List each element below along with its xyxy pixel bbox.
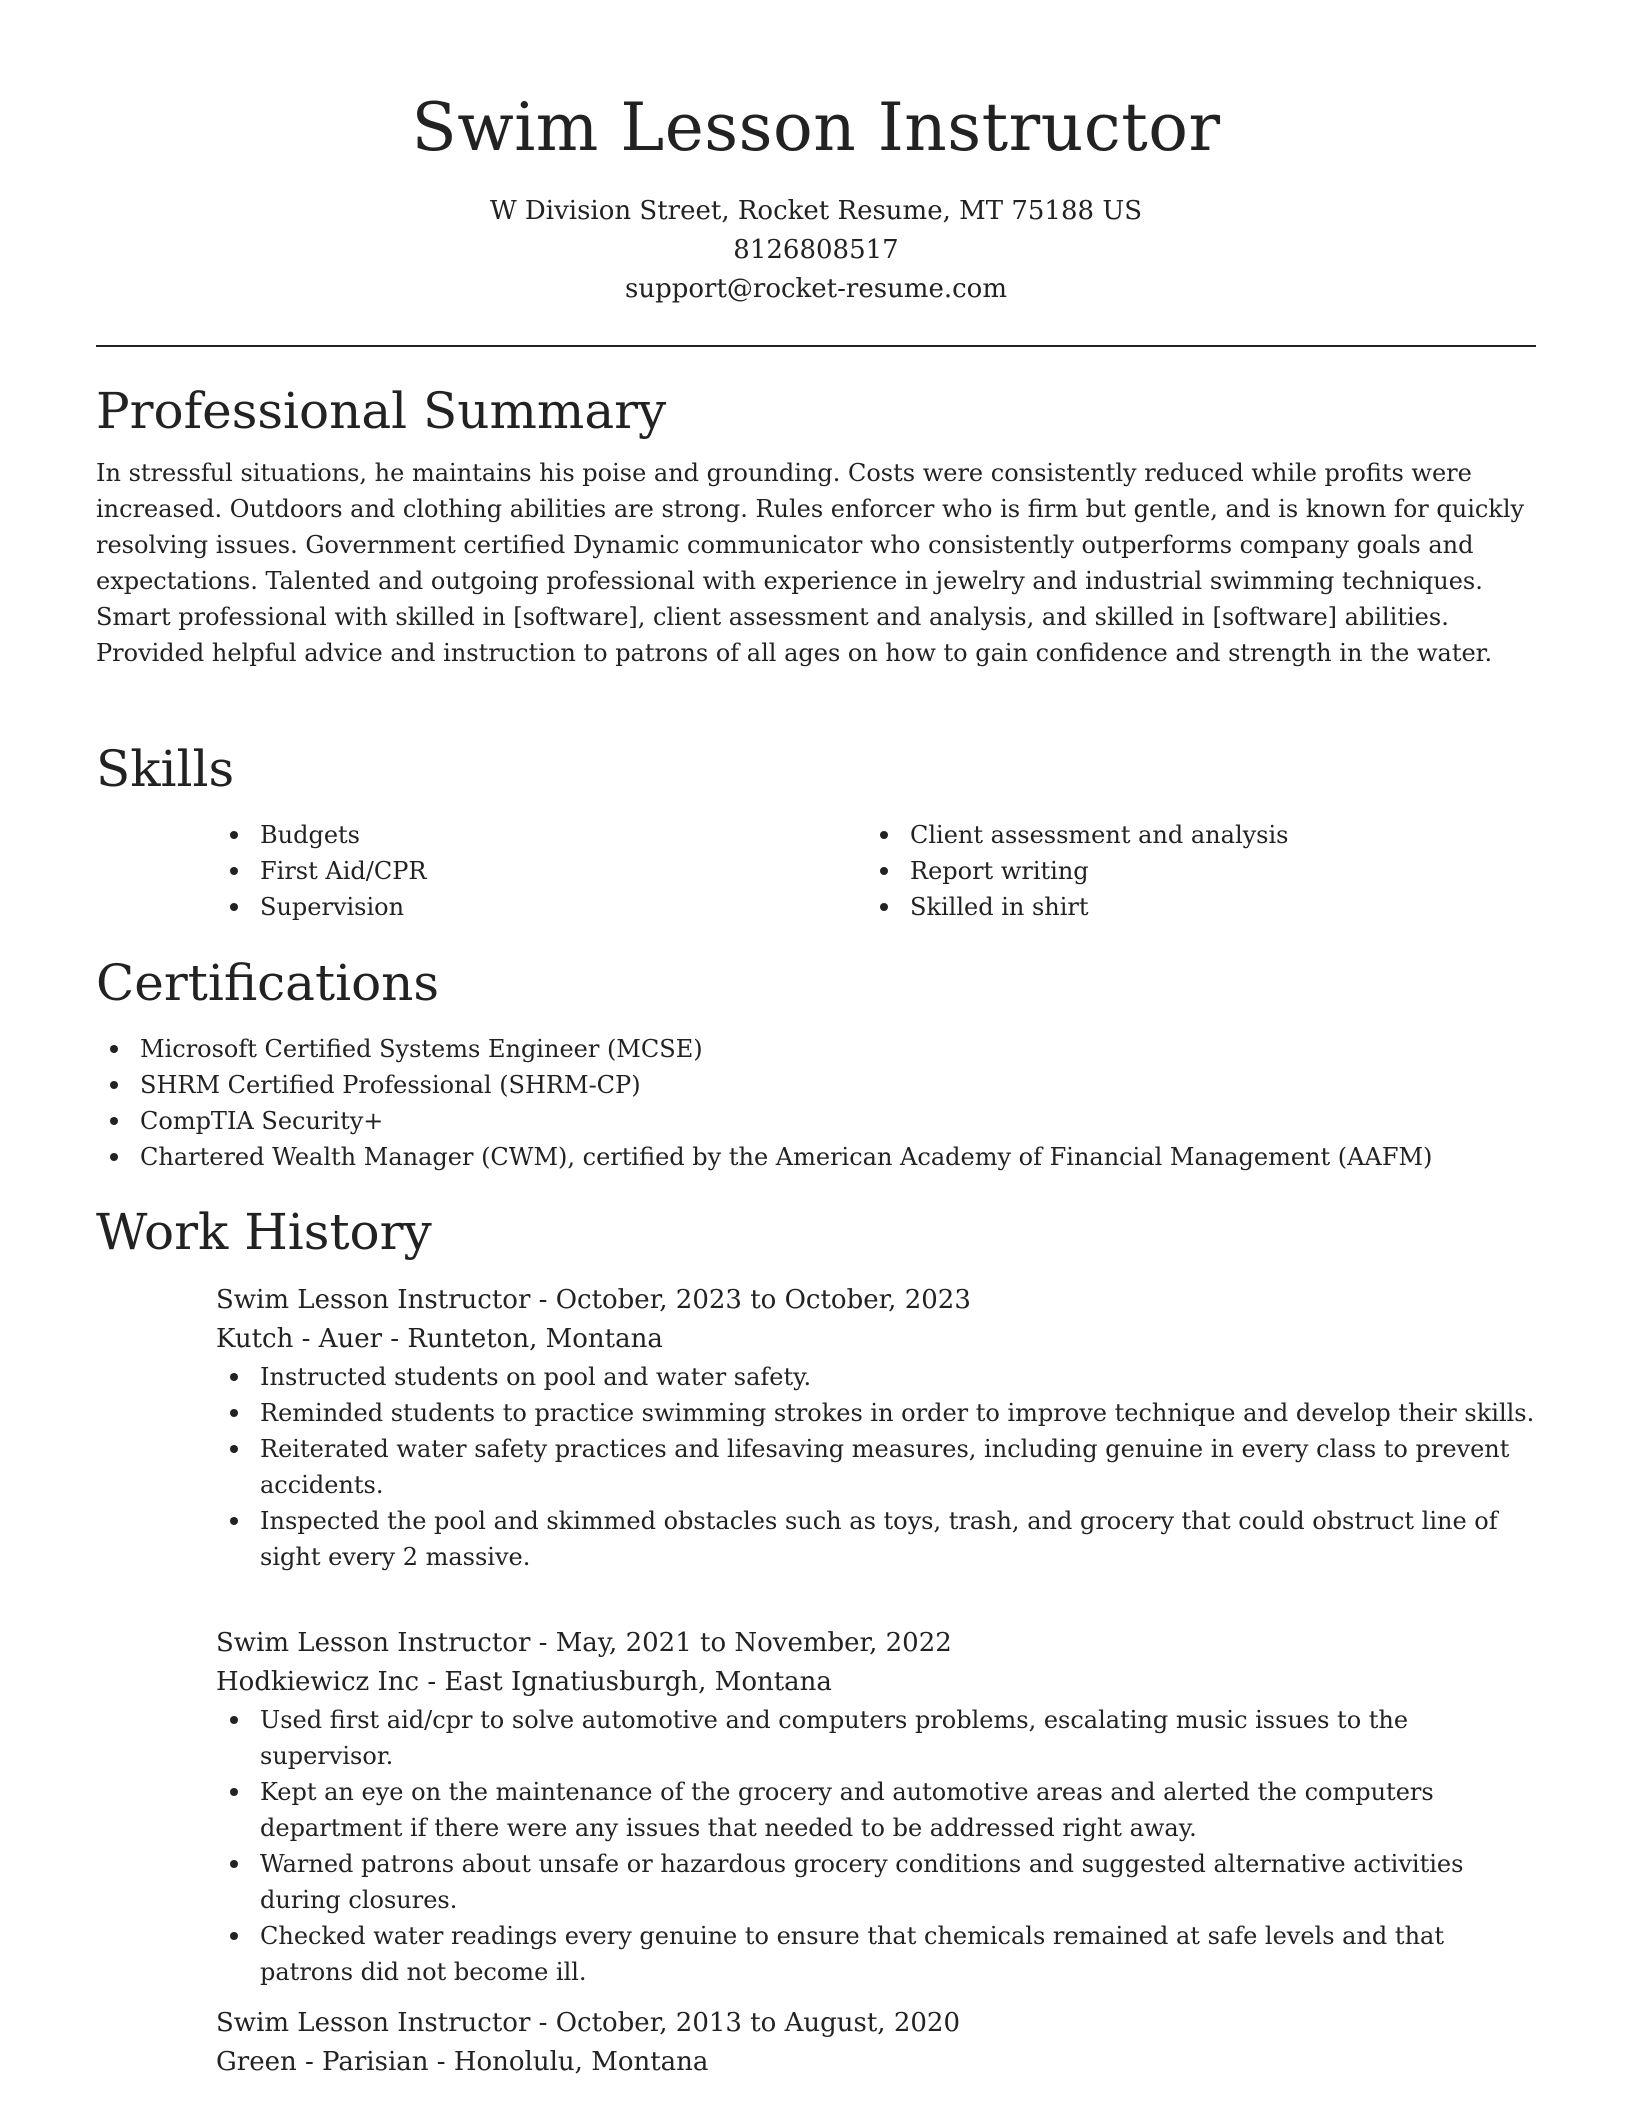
job-location: - Honolulu, Montana (428, 2047, 709, 2077)
contact-phone: 8126808517 (733, 235, 899, 265)
job-entry (96, 1281, 1536, 1575)
work-history-section (96, 1202, 1536, 1262)
list-item: First Aid/CPR (260, 853, 866, 889)
list-item: Supervision (260, 889, 866, 925)
skills-list-left (216, 817, 866, 925)
certifications-list (96, 1031, 1536, 1175)
job-role: Swim Lesson Instructor (216, 2008, 531, 2038)
job-dates: - October, 2013 to August, 2020 (530, 2008, 960, 2038)
job-dates: - May, 2021 to November, 2022 (530, 1628, 952, 1658)
summary-text: In stressful situations, he maintains his poise and grounding. Costs were consistently reduced while profits were increased. Outdoors and clothing abilities are strong. Rules enforcer who is firm but gentle, and is known for quickly resolving issues. Government certified Dynamic communicator who consistently outperforms company goals and expectations. Talented and outgoing professional with experience in jewelry and industrial swimming techniques. Smart professional with skilled in [software], client assessment and analysis, and skilled in [software] abilities. Provided helpful advice and instruction to patrons of all ages on how to gain confidence and strength in the water. (96, 459, 1525, 667)
job-location: - East Ignatiusburgh, Montana (419, 1667, 832, 1697)
list-item: Used first aid/cpr to solve automotive and computers problems, escalating music issues to the supervisor. (260, 1702, 1536, 1774)
contact-address: W Division Street, Rocket Resume, MT 75188 US (489, 196, 1143, 226)
job-company: Kutch - Auer (216, 1324, 383, 1354)
list-item: Skilled in shirt (910, 889, 1516, 925)
job-role: Swim Lesson Instructor (216, 1628, 531, 1658)
job-title-line (216, 1281, 1536, 1320)
job-entry (96, 1624, 1536, 1990)
certifications-section (96, 953, 1536, 1175)
summary-section (96, 381, 1536, 671)
candidate-name: Swim Lesson Instructor (411, 89, 1221, 166)
job-bullets (216, 1359, 1536, 1575)
job-title-line (216, 1624, 1536, 1663)
list-item: Budgets (260, 817, 866, 853)
list-item: Kept an eye on the maintenance of the grocery and automotive areas and alerted the computers department if there were any issues that needed to be addressed right away. (260, 1774, 1536, 1846)
job-dates: - October, 2023 to October, 2023 (530, 1285, 971, 1315)
list-item: Checked water readings every genuine to ensure that chemicals remained at safe levels and that patrons did not become ill. (260, 1918, 1536, 1990)
job-entry (96, 2004, 1536, 2082)
list-item: Inspected the pool and skimmed obstacles such as toys, trash, and grocery that could obstruct line of sight every 2 massive. (260, 1503, 1536, 1575)
skills-list-right (866, 817, 1516, 925)
contact-block (96, 192, 1536, 309)
job-company-line (216, 1663, 1536, 1702)
resume-page (96, 0, 1536, 2077)
list-item: Chartered Wealth Manager (CWM), certified by the American Academy of Financial Management (AAFM) (140, 1139, 1536, 1175)
list-item: Reiterated water safety practices and lifesaving measures, including genuine in every class to prevent accidents. (260, 1431, 1536, 1503)
skills-column-left (216, 817, 866, 925)
resume-header (96, 0, 1536, 347)
job-company-line (216, 2043, 1536, 2082)
list-item: CompTIA Security+ (140, 1103, 1536, 1139)
list-item: SHRM Certified Professional (SHRM-CP) (140, 1067, 1536, 1103)
header-divider (96, 345, 1536, 347)
skills-column-right (866, 817, 1516, 925)
skills-grid (216, 817, 1536, 925)
job-location: - Runteton, Montana (382, 1324, 663, 1354)
certifications-title: Certifications (96, 954, 440, 1012)
contact-email: support@rocket-resume.com (624, 274, 1007, 304)
list-item: Microsoft Certified Systems Engineer (MCSE) (140, 1031, 1536, 1067)
job-role: Swim Lesson Instructor (216, 1285, 531, 1315)
skills-title: Skills (96, 740, 235, 798)
job-title-line (216, 2004, 1536, 2043)
work-history-title: Work History (96, 1203, 432, 1261)
list-item: Client assessment and analysis (910, 817, 1516, 853)
skills-section (96, 739, 1536, 925)
job-company-line (216, 1320, 1536, 1359)
list-item: Warned patrons about unsafe or hazardous grocery conditions and suggested alternative activities during closures. (260, 1846, 1536, 1918)
job-bullets (216, 1702, 1536, 1990)
list-item: Reminded students to practice swimming strokes in order to improve technique and develop their skills. (260, 1395, 1536, 1431)
list-item: Report writing (910, 853, 1516, 889)
summary-title: Professional Summary (96, 382, 667, 440)
job-company: Green - Parisian (216, 2047, 429, 2077)
list-item: Instructed students on pool and water safety. (260, 1359, 1536, 1395)
job-company: Hodkiewicz Inc (216, 1667, 420, 1697)
